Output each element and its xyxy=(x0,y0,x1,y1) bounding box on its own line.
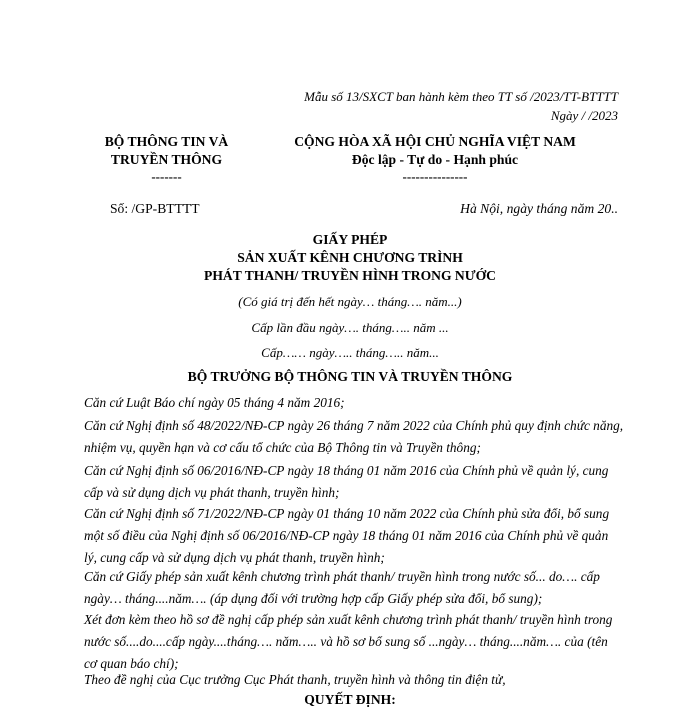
nation-divider: --------------- xyxy=(402,169,468,184)
agency-name-line2: TRUYỀN THÔNG xyxy=(110,152,223,167)
document-number: Số: /GP-BTTTT xyxy=(110,201,200,216)
consideration-clause: Xét đơn kèm theo hồ sơ đề nghị cấp phép sản xuất kênh chương trình phát thanh/ truyền hình trong nước số....do....cấp ngày....tháng…. năm….. và hồ sơ bổ sung số ...ngày… tháng....năm…. của (tên cơ quan báo chí); xyxy=(84,612,613,671)
first-issue-line: Cấp lần đầu ngày…. tháng….. năm ... xyxy=(251,320,449,335)
title-line1: GIẤY PHÉP xyxy=(312,232,388,247)
nation-motto: Độc lập - Tự do - Hạnh phúc xyxy=(351,152,519,167)
form-reference-date: Ngày / /2023 xyxy=(550,108,618,123)
nation-name: CỘNG HÒA XÃ HỘI CHỦ NGHĨA VIỆT NAM xyxy=(294,134,576,149)
agency-name-line1: BỘ THÔNG TIN VÀ xyxy=(104,134,229,149)
form-reference-note: Mẫu số 13/SXCT ban hành kèm theo TT số /2023/TT-BTTTT xyxy=(304,89,618,104)
legal-basis-4: Căn cứ Nghị định số 71/2022/NĐ-CP ngày 01 tháng 10 năm 2022 của Chính phủ sửa đổi, bổ sung một số điều của Nghị định số 06/2016/NĐ-CP ngày 18 tháng 01 năm 2016 của Chính phủ về quản lý, cung cấp và sử dụng dịch vụ phát thanh, truyền hình; xyxy=(84,506,610,565)
title-line2: SẢN XUẤT KÊNH CHƯƠNG TRÌNH xyxy=(237,250,463,265)
legal-basis-3: Căn cứ Nghị định số 06/2016/NĐ-CP ngày 18 tháng 01 năm 2016 của Chính phủ về quản lý, cung cấp và sử dụng dịch vụ phát thanh, truyền hình; xyxy=(84,463,609,500)
validity-line: (Có giá trị đến hết ngày… tháng…. năm...) xyxy=(238,294,462,309)
decision-heading: QUYẾT ĐỊNH: xyxy=(304,692,396,707)
place-date: Hà Nội, ngày tháng năm 20.. xyxy=(460,201,618,216)
title-line3: PHÁT THANH/ TRUYỀN HÌNH TRONG NƯỚC xyxy=(204,268,496,283)
agency-divider: ------- xyxy=(151,169,182,184)
issue-line: Cấp…… ngày….. tháng….. năm... xyxy=(261,345,439,360)
proposal-clause: Theo đề nghị của Cục trưởng Cục Phát thanh, truyền hình và thông tin điện tử, xyxy=(84,672,506,687)
legal-basis-5: Căn cứ Giấy phép sản xuất kênh chương trình phát thanh/ truyền hình trong nước số... do…. cấp ngày… tháng....năm…. (áp dụng đối với trường hợp cấp Giấy phép sửa đổi, bổ sung); xyxy=(84,569,600,606)
issuer-heading: BỘ TRƯỞNG BỘ THÔNG TIN VÀ TRUYỀN THÔNG xyxy=(187,369,513,384)
legal-basis-2: Căn cứ Nghị định số 48/2022/NĐ-CP ngày 26 tháng 7 năm 2022 của Chính phủ quy định chức năng, nhiệm vụ, quyền hạn và cơ cấu tổ chức của Bộ Thông tin và Truyền thông; xyxy=(84,418,624,455)
legal-basis-1: Căn cứ Luật Báo chí ngày 05 tháng 4 năm 2016; xyxy=(84,395,345,410)
